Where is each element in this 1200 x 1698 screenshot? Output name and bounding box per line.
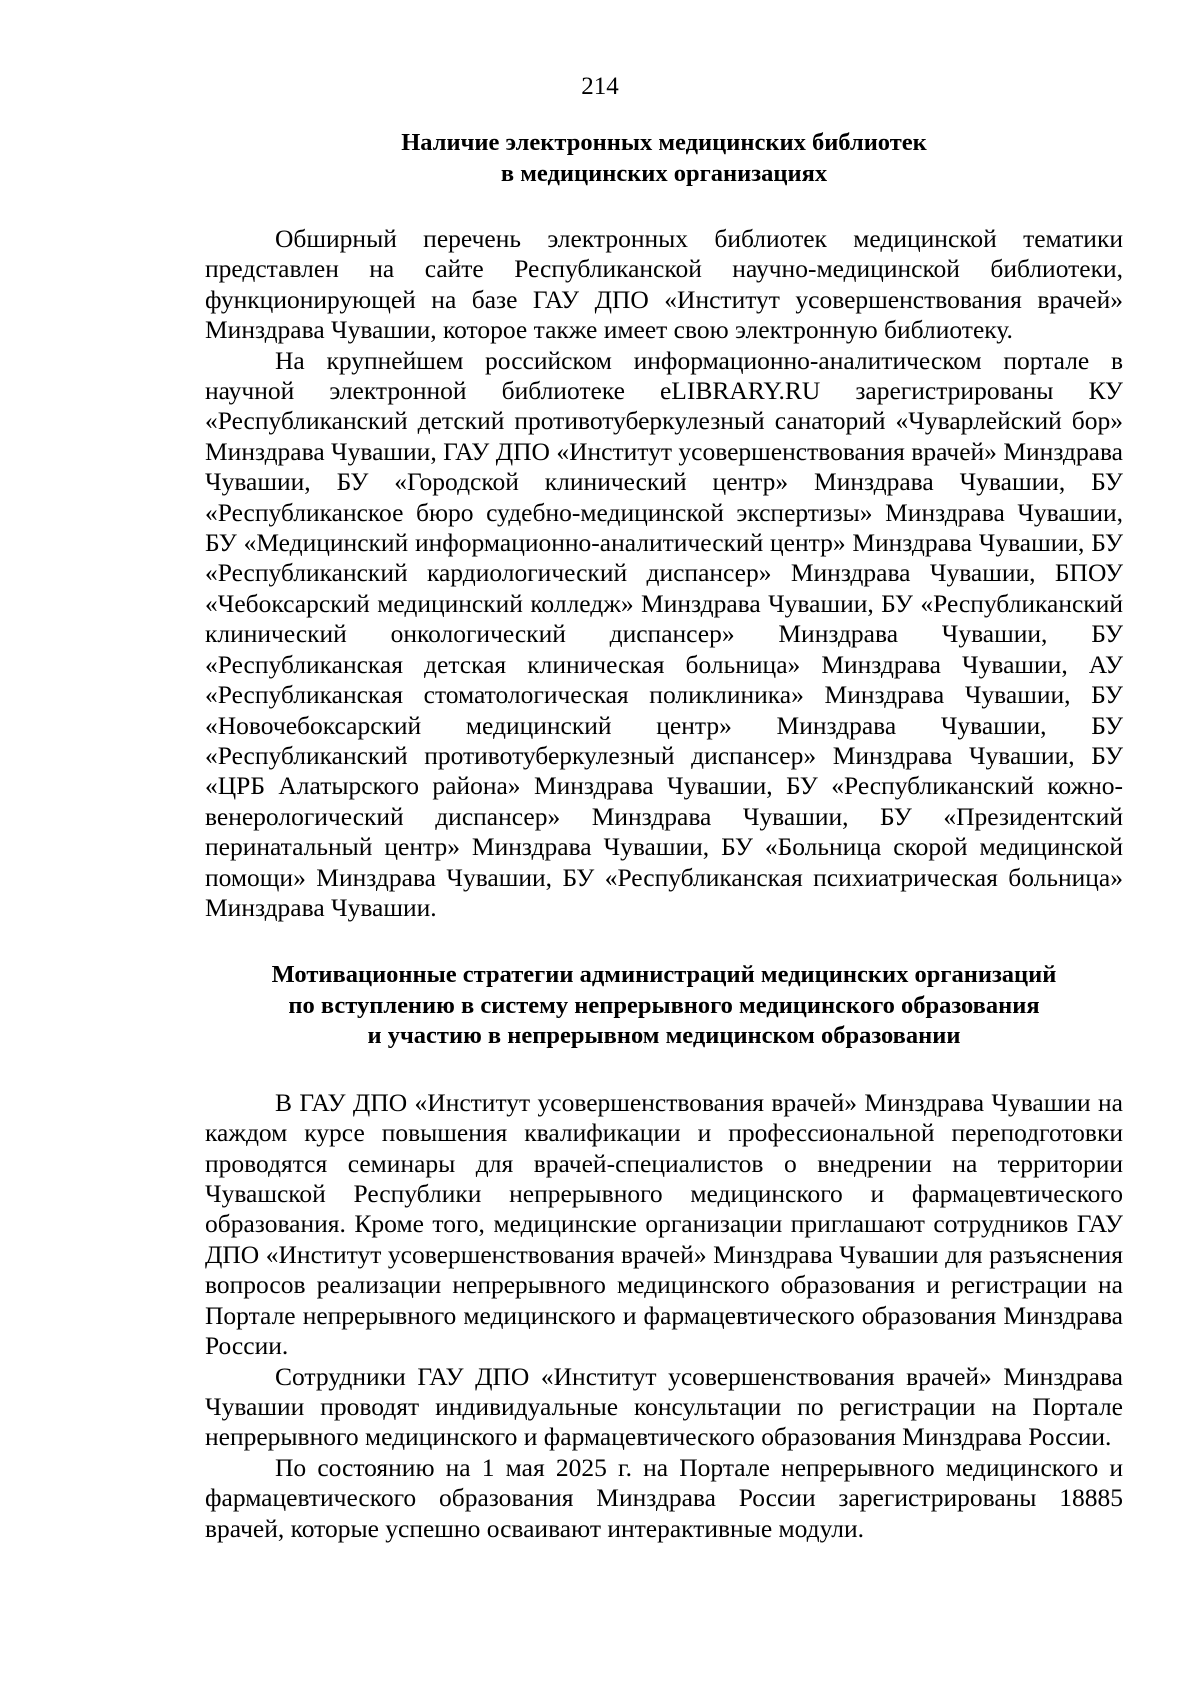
section-heading-libraries: [205, 128, 1123, 189]
section-heading-motivation: [205, 960, 1123, 1052]
heading-line: Мотивационные стратегии администраций медицинских организаций: [271, 961, 1057, 989]
page-number: 214: [581, 73, 619, 100]
paragraph-consultations: Сотрудники ГАУ ДПО «Институт усовершенствования врачей» Минздрава Чувашии проводят индивидуальные консультации по регистрации на Портале непрерывного медицинского и фармацевтического образования Минздрава России.: [205, 1361, 1123, 1452]
paragraph-seminars: В ГАУ ДПО «Институт усовершенствования врачей» Минздрава Чувашии на каждом курсе повышения квалификации и профессиональной переподготовки проводятся семинары для врачей-специалистов о внедрении на территории Чувашской Республики непрерывного медицинского и фармацевтического образования. Кроме того, медицинские организации приглашают сотрудников ГАУ ДПО «Институт усовершенствования врачей» Минздрава Чувашии для разъяснения вопросов реализации непрерывного медицинского образования и регистрации на Портале непрерывного медицинского и фармацевтического образования Минздрава России.: [205, 1087, 1123, 1361]
paragraph-library-list: Обширный перечень электронных библиотек медицинской тематики представлен на сайте Республиканской научно-медицинской библиотеки, функционирующей на базе ГАУ ДПО «Институт усовершенствования врачей» Минздрава Чувашии, которое также имеет свою электронную библиотеку.: [205, 224, 1123, 345]
heading-line: в медицинских организациях: [500, 159, 828, 187]
paragraph-registered-doctors: По состоянию на 1 мая 2025 г. на Портале непрерывного медицинского и фармацевтического образования Минздрава России зарегистрированы 18885 врачей, которые успешно осваивают интерактивные модули.: [205, 1452, 1123, 1543]
heading-line: и участию в непрерывном медицинском образовании: [367, 1022, 961, 1050]
heading-line: по вступлению в систему непрерывного медицинского образования: [288, 991, 1040, 1019]
heading-line: Наличие электронных медицинских библиотек: [401, 129, 927, 156]
document-body: [205, 128, 1123, 1544]
paragraph-elibrary-registrations: На крупнейшем российском информационно-аналитическом портале в научной электронной библиотеке eLIBRARY.RU зарегистрированы КУ «Республиканский детский противотуберкулезный санаторий «Чуварлейский бор» Минздрава Чувашии, ГАУ ДПО «Институт усовершенствования врачей» Минздрава Чувашии, БУ «Городской клинический центр» Минздрава Чувашии, БУ «Республиканское бюро судебно-медицинской экспертизы» Минздрава Чувашии, БУ «Медицинский информационно-аналитический центр» Минздрава Чувашии, БУ «Республиканский кардиологический диспансер» Минздрава Чувашии, БПОУ «Чебоксарский медицинский колледж» Минздрава Чувашии, БУ «Республиканский клинический онкологический диспансер» Минздрава Чувашии, БУ «Республиканская детская клиническая больница» Минздрава Чувашии, АУ «Республиканская стоматологическая поликлиника» Минздрава Чувашии, БУ «Новочебоксарский медицинский центр» Минздрава Чувашии, БУ «Республиканский противотуберкулезный диспансер» Минздрава Чувашии, БУ «ЦРБ Алатырского района» Минздрава Чувашии, БУ «Республиканский кожно-венерологический диспансер» Минздрава Чувашии, БУ «Президентский перинатальный центр» Минздрава Чувашии, БУ «Больница скорой медицинской помощи» Минздрава Чувашии, БУ «Республиканская психиатрическая больница» Минздрава Чувашии.: [205, 345, 1123, 922]
